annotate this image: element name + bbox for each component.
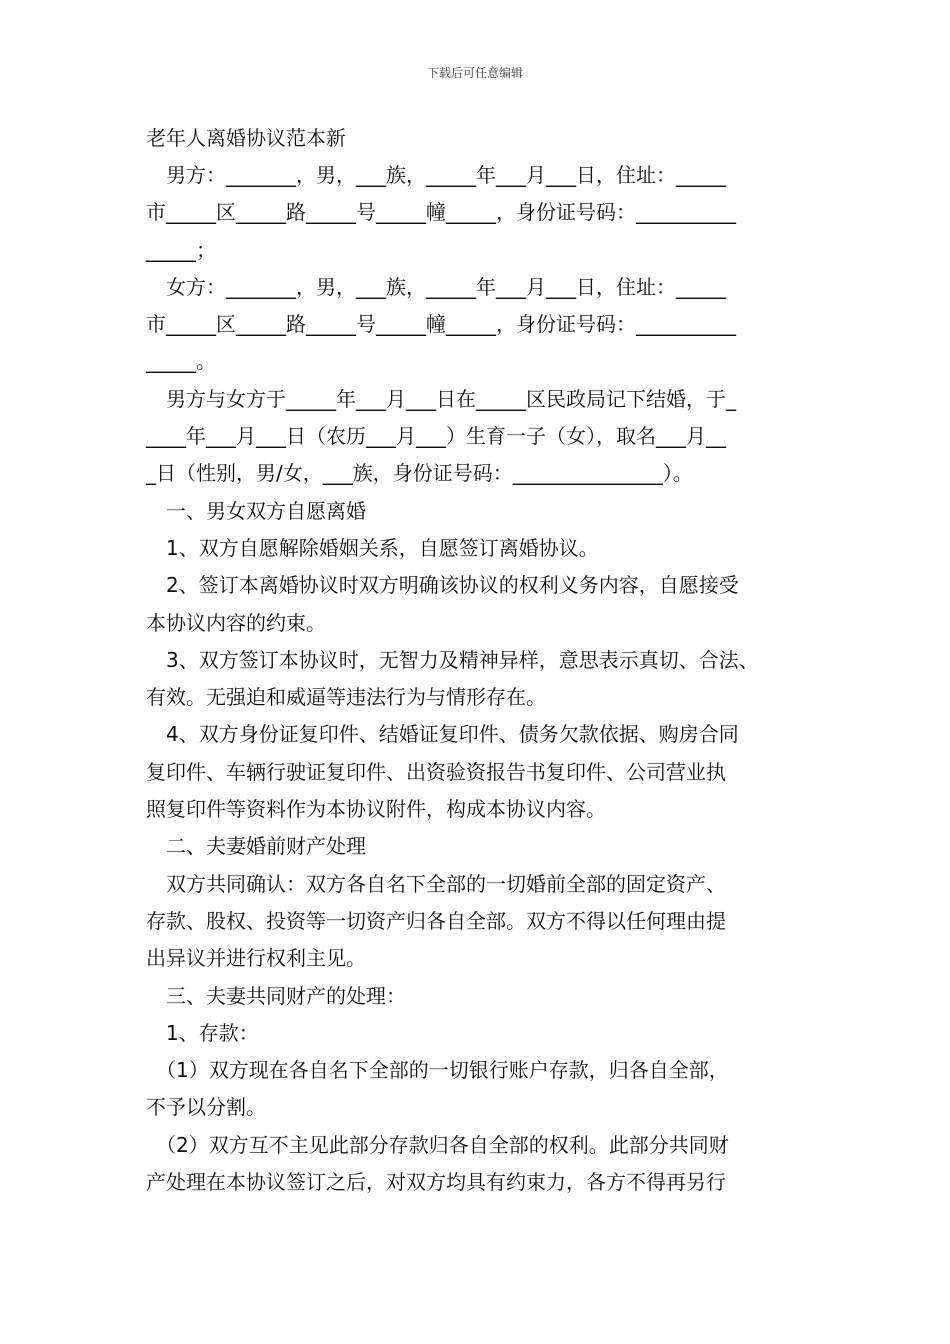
section-heading: 三、夫妻共同财产的处理： — [146, 983, 406, 1008]
text-line: 1、存款： — [146, 1020, 259, 1045]
text-line: 4、双方身份证复印件、结婚证复印件、债务欠款依据、购房合同 — [146, 722, 739, 747]
document-text — [146, 157, 808, 1201]
text-line: 男方与女方于_____年___月___日在_____区民政局记下结婚，于_ — [146, 386, 736, 411]
text-line: 市_____区_____路_____号_____幢_____，身份证号码：__________ — [146, 200, 736, 225]
text-line: 女方：_______，男，___族，_____年___月___日，住址：_____ — [146, 274, 726, 299]
text-line: 产处理在本协议签订之后，对双方均具有约束力，各方不得再另行 — [146, 1170, 726, 1195]
document-body — [146, 120, 808, 1201]
text-line: 不予以分割。 — [146, 1095, 266, 1120]
text-line: _日（性别，男/女，___族，身份证号码：_______________）。 — [146, 461, 693, 486]
text-line: 3、双方签订本协议时，无智力及精神异样，意思表示真切、合法、 — [146, 647, 759, 672]
page-header: 下载后可任意编辑 — [426, 66, 523, 80]
text-line: _____。 — [146, 349, 216, 374]
text-line: 男方：_______，男，___族，_____年___月___日，住址：_____ — [146, 163, 726, 187]
text-line: 复印件、车辆行驶证复印件、出资验资报告书复印件、公司营业执 — [146, 759, 726, 784]
text-line: （2）双方互不主见此部分存款归各自全部的权利。此部分共同财 — [146, 1132, 729, 1157]
text-line: （1）双方现在各自名下全部的一切银行账户存款，归各自全部， — [146, 1058, 729, 1083]
text-line: 有效。无强迫和威逼等违法行为与情形存在。 — [146, 685, 546, 710]
text-line: 出异议并进行权利主见。 — [146, 946, 366, 971]
text-line: ____年___月___日（农历___月___）生育一子（女），取名___月__ — [146, 424, 726, 449]
text-line: 市_____区_____路_____号_____幢_____，身份证号码：__________ — [146, 312, 736, 337]
text-line: 存款、股权、投资等一切资产归各自全部。双方不得以任何理由提 — [146, 908, 726, 933]
text-line: 照复印件等资料作为本协议附件，构成本协议内容。 — [146, 797, 606, 822]
section-heading: 一、男女双方自愿离婚 — [146, 498, 366, 523]
text-line: 2、签订本离婚协议时双方明确该协议的权利义务内容，自愿接受 — [146, 573, 739, 598]
text-line: _____； — [146, 237, 216, 262]
section-heading: 二、夫妻婚前财产处理 — [146, 834, 366, 859]
text-line: 1、双方自愿解除婚姻关系，自愿签订离婚协议。 — [146, 535, 599, 560]
text-line: 本协议内容的约束。 — [146, 610, 326, 635]
document-title: 老年人离婚协议范本新 — [146, 126, 346, 150]
text-line: 双方共同确认：双方各自名下全部的一切婚前全部的固定资产、 — [146, 871, 726, 896]
